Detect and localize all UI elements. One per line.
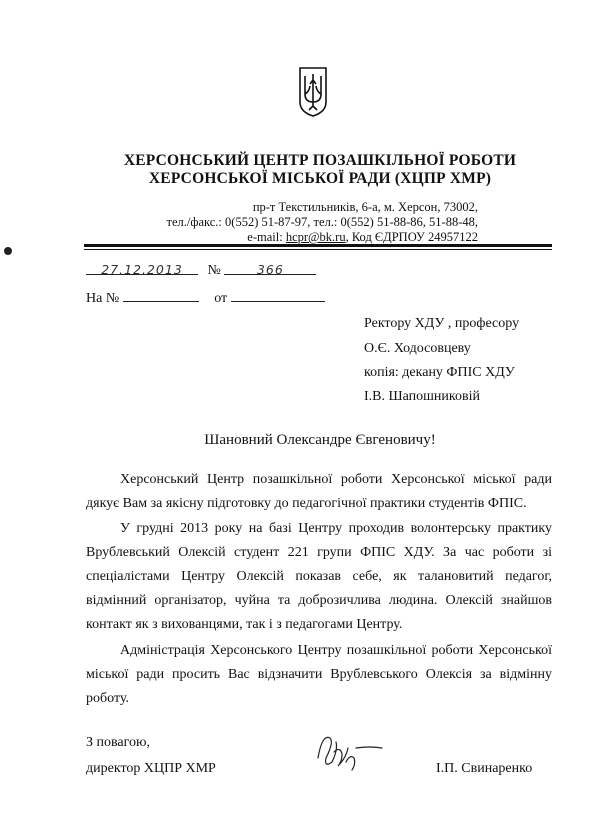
header-rule-thin [84,249,552,250]
recipient-line1: Ректору ХДУ , професору [364,316,520,331]
org-address: пр-т Текстильників, 6-а, м. Херсон, 73002, [252,200,478,214]
number-label: № [207,263,221,278]
email-label: e-mail: [247,230,283,244]
header-rule [84,244,552,247]
date-number-row [86,262,316,279]
org-name-line1: ХЕРСОНСЬКИЙ ЦЕНТР ПОЗАШКІЛЬНОЇ РОБОТИ [123,152,517,169]
closing-position: директор ХЦПР ХМР [86,761,216,776]
body-paragraph-2: У грудні 2013 року на базі Центру проходив волонтерську практику Врублевський Олексій студент 221 групи ФПІС ХДУ. За час роботи зі спеціалістами Центру Олексій показав себе, як талановитий педагог, відмінний організатор, чуйна та доброзичлива людина. Олексій знайшов контакт як з вихованцями, так і з педагогами Центру. [86,521,552,632]
org-code: , Код ЄДРПОУ 24957122 [345,230,478,244]
closing-regards: З повагою, [86,735,150,750]
letter-date: 27.12.2013 [101,262,183,277]
recipient-line2: О.Є. Ходосовцеву [364,341,471,356]
trident-emblem-icon [298,66,328,118]
email-link[interactable]: hcpr@bk.ru [285,230,346,244]
org-phones: тел./факс.: 0(552) 51-87-97, тел.: 0(552) 51-88-86, 51-88-48, [166,215,478,229]
org-email-line [58,229,478,245]
body-paragraph-1: Херсонський Центр позашкільної роботи Херсонської міської ради дякує Вам за якісну підготовку до педагогічної практики студентів ФПІС. [86,472,552,511]
recipient-line4: І.В. Шапошниковій [364,389,480,404]
signatory-name: І.П. Свинаренко [436,761,533,776]
body-paragraph-3: Адміністрація Херсонського Центру позашкільної роботи Херсонської міської ради просить Вас відзначити Врублевського Олексія за відмінну роботу. [86,643,552,706]
handwritten-signature [312,728,384,778]
reply-row [86,289,325,307]
from-label: от [214,291,228,306]
recipient-line3: копія: декану ФПІС ХДУ [364,365,515,380]
letter-number: 366 [256,262,284,277]
salutation: Шановний Олександре Євгеновичу! [204,432,436,448]
reply-label: На № [86,291,120,306]
punch-mark [4,247,12,255]
org-name-line2: ХЕРСОНСЬКОЇ МІСЬКОЇ РАДИ (ХЦПР ХМР) [148,170,492,187]
